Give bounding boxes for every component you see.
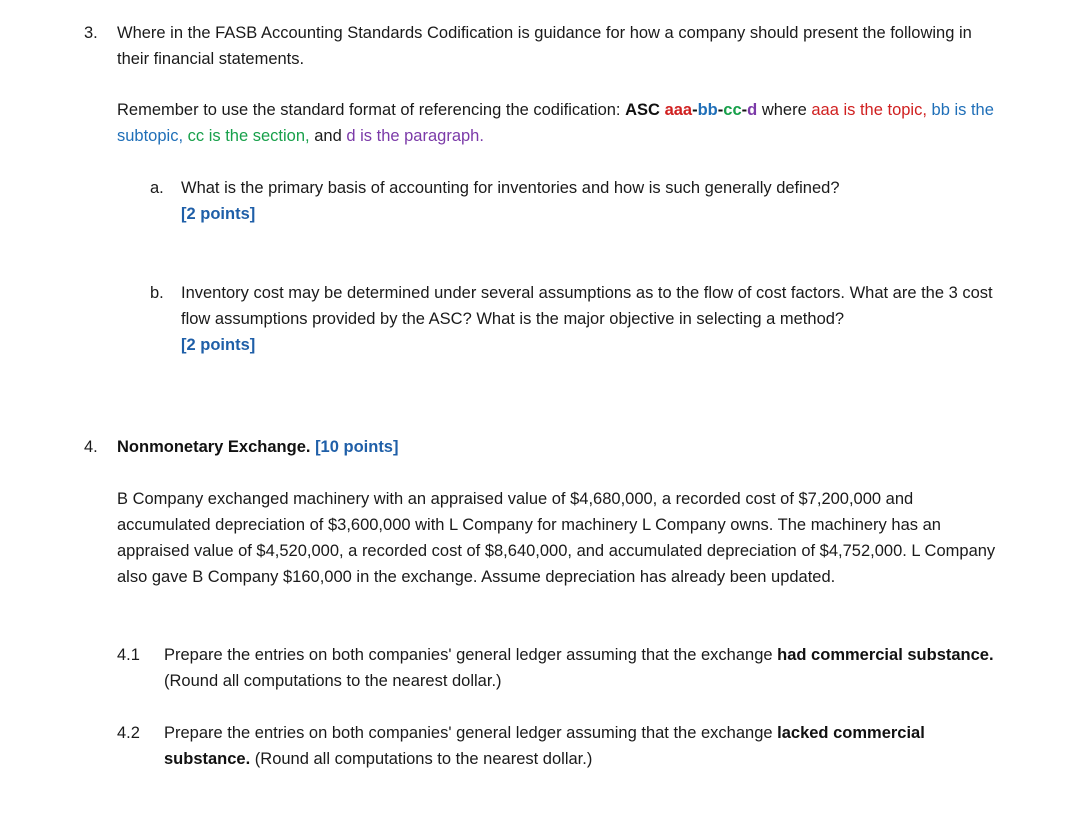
codification-reminder	[117, 97, 997, 149]
reminder-where: where	[761, 101, 807, 119]
question-3-text: Where in the FASB Accounting Standards Codification is guidance for how a company should present the following in their financial statements.	[117, 24, 972, 68]
question-3a-text: What is the primary basis of accounting for inventories and how is such generally defined?	[181, 179, 840, 197]
format-dash-1: -	[692, 101, 698, 119]
reminder-and: and	[314, 127, 342, 145]
format-aaa: aaa	[664, 101, 693, 119]
question-4-points: [10 points]	[315, 438, 399, 456]
subquestion-4-1-emphasis: had commercial substance.	[777, 646, 994, 664]
asc-label: ASC	[625, 101, 660, 119]
subquestion-4-1-text: Prepare the entries on both companies' general ledger assuming that the exchange	[164, 646, 773, 664]
question-4-heading	[117, 434, 997, 460]
reminder-intro: Remember to use the standard format of referencing the codification:	[117, 101, 621, 119]
question-3b	[181, 280, 1011, 358]
subquestion-4-2-emphasis: lacked commercial substance.	[164, 724, 925, 768]
subquestion-4-2-text: Prepare the entries on both companies' general ledger assuming that the exchange	[164, 724, 773, 742]
bb-description: bb is the subtopic,	[117, 101, 994, 145]
format-d: d	[747, 101, 758, 119]
aaa-description: aaa is the topic,	[811, 101, 927, 119]
question-3a	[181, 175, 1001, 227]
question-3-number: 3.	[84, 24, 98, 42]
subquestion-4-2	[164, 720, 994, 772]
question-4-number: 4.	[84, 438, 98, 456]
cc-description: cc is the section,	[187, 127, 310, 145]
subquestion-4-1	[164, 642, 994, 694]
question-4-body: B Company exchanged machinery with an appraised value of $4,680,000, a recorded cost of $7,200,000 and accumulated depreciation of $3,600,000 with L Company for machinery L Company owns. The machinery has an appraised value of $4,520,000, a recorded cost of $8,640,000, and accumulated depreciation of $4,752,000. L Company also gave B Company $160,000 in the exchange. Assume depreciation has already been updated.	[117, 490, 996, 586]
d-description: d is the paragraph.	[346, 127, 484, 145]
question-3b-points: [2 points]	[181, 336, 256, 354]
format-bb: bb	[697, 101, 718, 119]
question-3b-text: Inventory cost may be determined under several assumptions as to the flow of cost factors. What are the 3 cost flow assumptions provided by the ASC? What is the major objective in selecting a method?	[181, 284, 993, 328]
question-3a-label: a.	[150, 179, 164, 197]
question-3a-points: [2 points]	[181, 205, 256, 223]
format-dash-3: -	[741, 101, 748, 119]
format-dash-2: -	[717, 101, 724, 119]
subquestion-4-1-rounding-note: (Round all computations to the nearest dollar.)	[164, 672, 502, 690]
subquestion-4-2-rounding-note: (Round all computations to the nearest dollar.)	[254, 750, 593, 768]
format-cc: cc	[723, 101, 742, 119]
question-3b-label: b.	[150, 284, 164, 302]
question-4-title: Nonmonetary Exchange.	[117, 438, 311, 456]
subquestion-4-1-label: 4.1	[117, 646, 140, 664]
subquestion-4-2-label: 4.2	[117, 724, 140, 742]
